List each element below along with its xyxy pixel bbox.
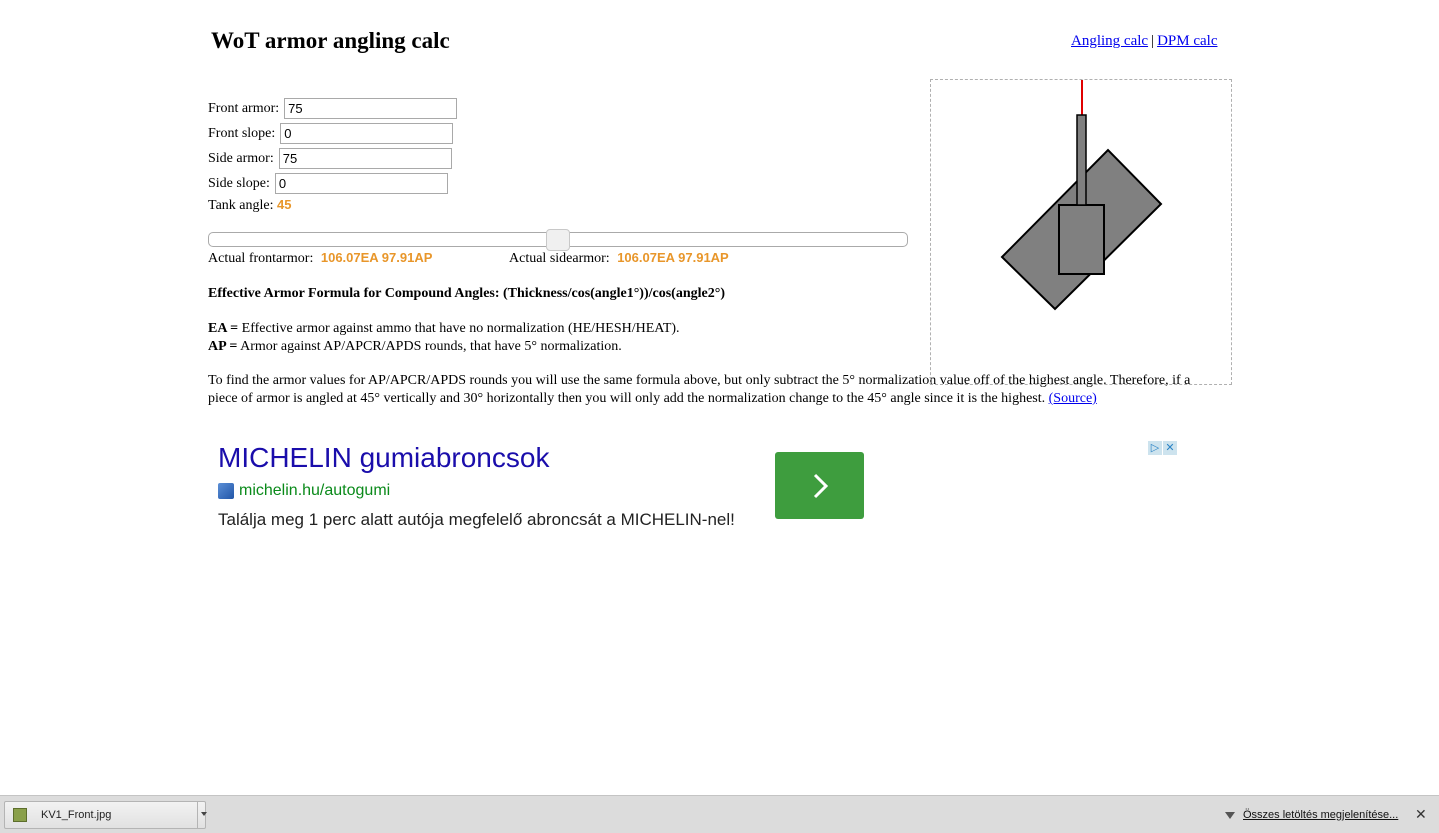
side-armor-result [509, 250, 729, 267]
download-bar [0, 795, 1439, 833]
ap-term: AP = [208, 339, 238, 354]
armor-form [208, 96, 457, 196]
jpg-file-icon [13, 808, 27, 822]
slider-thumb[interactable] [546, 229, 570, 251]
show-all-downloads[interactable] [1225, 809, 1398, 821]
download-item-divider [197, 802, 198, 828]
nav-separator: | [1151, 33, 1155, 49]
favicon-icon [218, 483, 234, 499]
angling-calc-link[interactable]: Angling calc [1071, 33, 1149, 49]
explanation-text: To find the armor values for AP/APCR/APDS rounds you will use the same formula above, but only subtract the 5° normalization value off of the highest angle. Therefore, if a piece of armor is angled at 45° vertically and 30° horizontally then you will only add the normalization change to the 45° angle since it is the highest. [208, 373, 1191, 406]
close-download-bar-icon[interactable]: ✕ [1415, 806, 1427, 822]
ea-text: Effective armor against ammo that have no normalization (HE/HESH/HEAT). [238, 321, 680, 336]
top-nav [1071, 33, 1217, 50]
ad-choices[interactable] [1147, 441, 1177, 455]
front-armor-label: Front armor: [208, 100, 280, 116]
ad-open-button[interactable] [775, 452, 864, 519]
tank-turret [1059, 205, 1104, 274]
tank-angle-slider[interactable] [208, 232, 908, 247]
tank-barrel [1077, 115, 1086, 205]
formula-heading: Effective Armor Formula for Compound Angles: (Thickness/cos(angle1°))/cos(angle2°) [208, 286, 725, 301]
side-armor-row [208, 146, 457, 171]
dpm-calc-link[interactable]: DPM calc [1157, 33, 1218, 49]
tank-angle-display [208, 197, 291, 214]
ea-term: EA = [208, 321, 239, 336]
ea-definition [208, 320, 680, 338]
tank-angle-value: 45 [277, 197, 292, 212]
adchoices-icon[interactable]: ▷ [1148, 441, 1162, 455]
side-result-value: 106.07EA 97.91AP [617, 250, 729, 265]
definitions [208, 320, 680, 356]
side-result-label: Actual sidearmor: [509, 251, 610, 266]
tank-diagram-svg [931, 80, 1231, 384]
side-slope-row [208, 171, 457, 196]
ad-description: Találja meg 1 perc alatt autója megfelelő abroncsát a MICHELIN-nel! [218, 510, 735, 529]
side-slope-label: Side slope: [208, 175, 270, 191]
front-armor-input[interactable] [284, 98, 457, 119]
tank-diagram [930, 79, 1232, 385]
front-armor-result [208, 250, 432, 267]
front-slope-label: Front slope: [208, 125, 276, 141]
side-armor-input[interactable] [279, 148, 452, 169]
front-result-label: Actual frontarmor: [208, 251, 314, 266]
ad-title[interactable]: MICHELIN gumiabroncsok [218, 442, 550, 473]
front-slope-input[interactable] [280, 123, 453, 144]
page-title: WoT armor angling calc [211, 28, 450, 53]
front-result-value: 106.07EA 97.91AP [320, 250, 433, 265]
ap-definition [208, 338, 680, 356]
download-item[interactable] [4, 801, 206, 829]
front-slope-row [208, 121, 457, 146]
ad-url-text[interactable]: michelin.hu/autogumi [239, 482, 391, 499]
tank-angle-label: Tank angle: [208, 198, 274, 213]
download-filename[interactable]: KV1_Front.jpg [41, 809, 112, 821]
chevron-right-icon [809, 471, 831, 501]
source-link[interactable]: (Source) [1048, 391, 1097, 406]
chevron-down-icon[interactable] [201, 812, 207, 816]
download-arrow-icon [1225, 812, 1235, 819]
close-ad-icon[interactable]: ✕ [1163, 441, 1177, 455]
side-slope-input[interactable] [275, 173, 448, 194]
side-armor-label: Side armor: [208, 150, 274, 166]
ad-url[interactable] [218, 482, 390, 500]
front-armor-row [208, 96, 457, 121]
show-all-downloads-link[interactable]: Összes letöltés megjelenítése... [1243, 809, 1399, 821]
ap-text: Armor against AP/APCR/APDS rounds, that have 5° normalization. [237, 339, 622, 354]
ad-banner[interactable] [208, 440, 1180, 535]
